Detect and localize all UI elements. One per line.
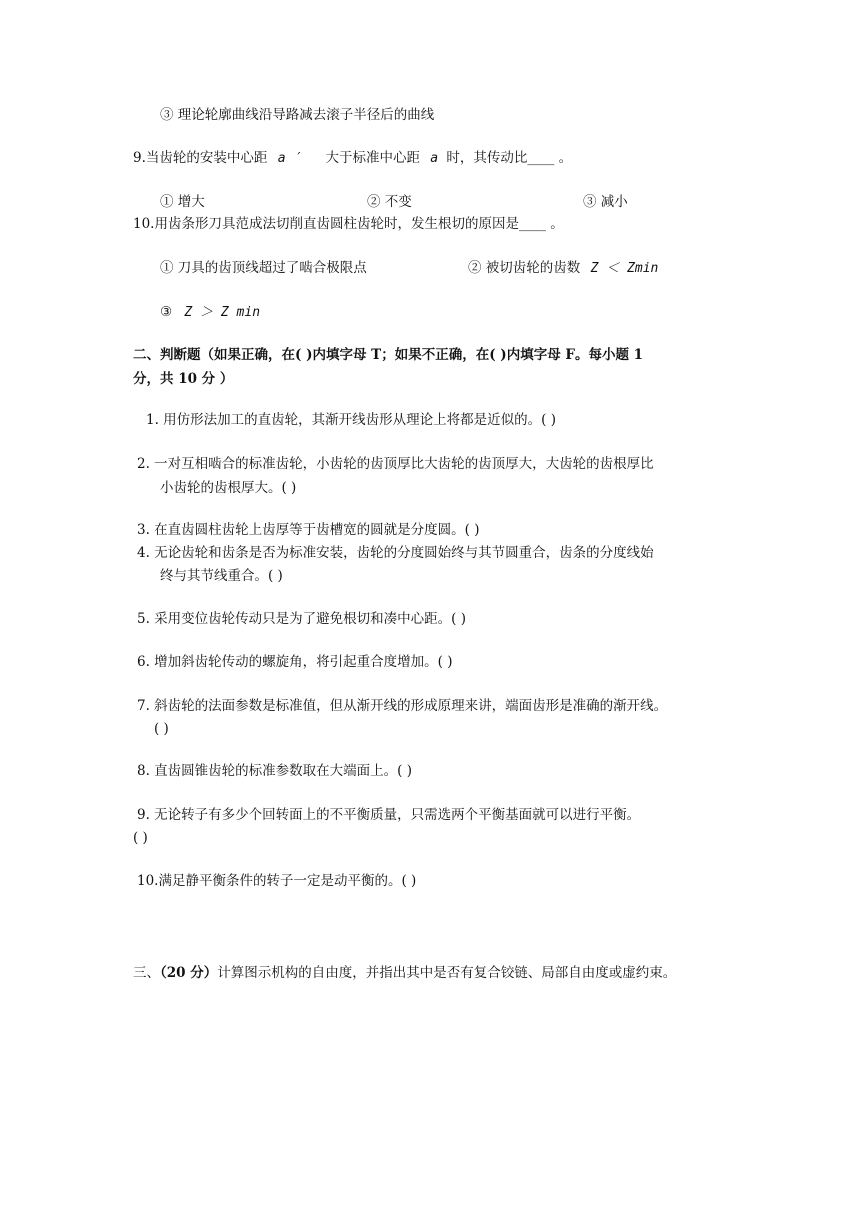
- q9-option-1: ① 增大: [160, 194, 205, 210]
- judge-item-4-cont: 终与其节线重合。( ): [160, 568, 283, 584]
- section-2-heading-line-2: 分，共 10 分 ）: [133, 371, 234, 387]
- q9-middle: 大于标准中心距: [325, 150, 420, 166]
- q10-option-3: [160, 302, 260, 323]
- q9-var-a: a: [430, 151, 439, 166]
- judge-item-5: 5. 采用变位齿轮传动只是为了避免根切和凑中心距。( ): [137, 611, 466, 627]
- q10-option-2-math: Z ＜ Zmin: [590, 261, 659, 276]
- judge-item-10: 10.满足静平衡条件的转子一定是动平衡的。( ): [137, 873, 417, 889]
- q10-option-3-mark: ③: [160, 304, 173, 320]
- question-10: 10.用齿条形刀具范成法切削直齿圆柱齿轮时，发生根切的原因是____ 。: [133, 216, 564, 232]
- judge-item-8: 8. 直齿圆锥齿轮的标准参数取在大端面上。( ): [137, 763, 412, 779]
- q10-option-3-math: Z ＞ Z min: [184, 305, 261, 320]
- judge-item-3: 3. 在直齿圆柱齿轮上齿厚等于齿槽宽的圆就是分度圆。( ): [137, 522, 480, 538]
- section-3-heading: [133, 963, 676, 983]
- judge-item-1: 1. 用仿形法加工的直齿轮，其渐开线齿形从理论上将都是近似的。( ): [146, 412, 556, 428]
- q10-option-2-text: ② 被切齿轮的齿数: [468, 260, 581, 276]
- question-9: [133, 148, 572, 169]
- q9-option-3: ③ 减小: [583, 194, 628, 210]
- q9-prefix: 9.当齿轮的安装中心距: [133, 150, 268, 166]
- q9-suffix: 时，其传动比____ 。: [446, 150, 573, 166]
- judge-item-4: 4. 无论齿轮和齿条是否为标准安装，齿轮的分度圆始终与其节圆重合，齿条的分度线始: [137, 545, 654, 561]
- judge-item-2-cont: 小齿轮的齿根厚大。( ): [160, 480, 297, 496]
- judge-item-2: 2. 一对互相啮合的标准齿轮，小齿轮的齿顶厚比大齿轮的齿顶厚大，大齿轮的齿根厚比: [137, 456, 654, 472]
- judge-item-7: 7. 斜齿轮的法面参数是标准值，但从渐开线的形成原理来讲，端面齿形是准确的渐开线。: [137, 698, 668, 714]
- q10-option-2: [468, 258, 658, 279]
- judge-item-6: 6. 增加斜齿轮传动的螺旋角，将引起重合度增加。( ): [137, 654, 453, 670]
- q9-option-2: ② 不变: [367, 194, 412, 210]
- q10-option-1: ① 刀具的齿顶线超过了啮合极限点: [160, 260, 367, 276]
- q9-var-a-prime: a ′: [277, 151, 302, 166]
- judge-item-9: 9. 无论转子有多少个回转面上的不平衡质量，只需选两个平衡基面就可以进行平衡。: [137, 807, 641, 823]
- q8-option-3: ③ 理论轮廓曲线沿导路减去滚子半径后的曲线: [160, 107, 435, 123]
- section-3-prefix: 三、: [133, 965, 160, 981]
- section-3-text: 计算图示机构的自由度，并指出其中是否有复合铰链、局部自由度或虚约束。: [217, 965, 677, 981]
- section-3-points: （20 分）: [160, 965, 218, 981]
- section-2-heading-line-1: 二、判断题（如果正确，在( )内填字母 T；如果不正确，在( )内填字母 F。每小题 1: [133, 347, 644, 363]
- judge-item-9-cont: ( ): [133, 830, 148, 846]
- judge-item-7-cont: ( ): [154, 721, 169, 737]
